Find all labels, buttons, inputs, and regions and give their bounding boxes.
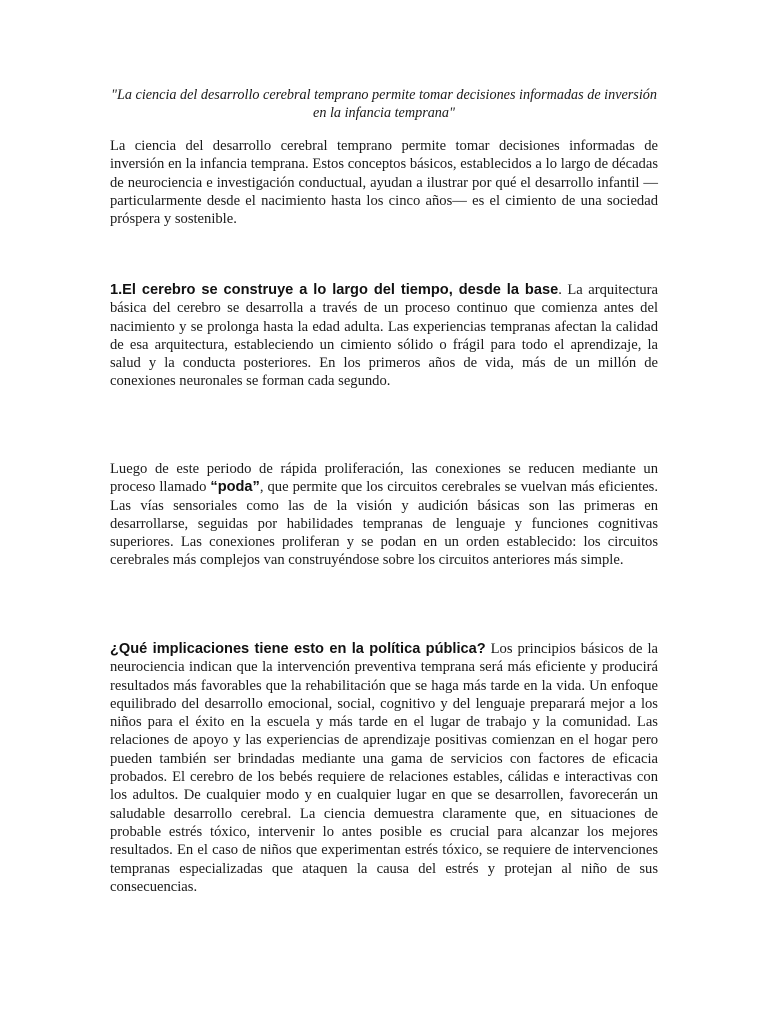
section-1-body: . La arquitectura básica del cerebro se desarrolla a través de un proceso continuo que comienza antes del nacimiento y se prolonga hasta la edad adulta. Las experiencias tempranas afectan la calidad de esa arquitectura, estableciendo un cimiento sólido o frágil para todo el aprendizaje, la salud y la conducta posteriores. En los primeros años de vida, más de un millón de conexiones neuronales se forman cada segundo. <box>110 282 658 390</box>
section-1-heading: 1.El cerebro se construye a lo largo del tiempo, desde la base <box>110 282 559 298</box>
document-title: "La ciencia del desarrollo cerebral temprano permite tomar decisiones informadas de inversión en la infancia temprana" <box>111 87 657 121</box>
section-2-paragraph <box>110 460 658 570</box>
section-1-paragraph <box>110 281 658 391</box>
poda-term: “poda” <box>210 479 260 496</box>
section-3-paragraph <box>110 640 658 896</box>
section-2-text-after: , que permite que los circuitos cerebrales se vuelvan más eficientes. Las vías sensoriales como las de la visión y audición básicas son las primeras en desarrollarse, seguidas por habilidades tempranas de lenguaje y funciones cognitivas superiores. Las conexiones proliferan y se podan en un orden establecido: los circuitos cerebrales más complejos van construyéndose sobre los circuitos anteriores más simple. <box>110 479 658 569</box>
section-3-heading: ¿Qué implicaciones tiene esto en la política pública? <box>110 641 486 657</box>
section-2-text-before: Luego de este periodo de rápida proliferación, las conexiones se reducen mediante un proceso llamado <box>110 461 658 496</box>
intro-paragraph: La ciencia del desarrollo cerebral temprano permite tomar decisiones informadas de inversión en la infancia temprana. Estos conceptos básicos, establecidos a lo largo de décadas de neurociencia e investigación conductual, ayudan a ilustrar por qué el desarrollo infantil —particularmente desde el nacimiento hasta los cinco años— es el cimiento de una sociedad próspera y sostenible. <box>110 138 658 228</box>
section-3-body: Los principios básicos de la neurociencia indican que la intervención preventiva temprana será más eficiente y producirá resultados más favorables que la rehabilitación que se haga más tarde en la vida. Un enfoque equilibrado del desarrollo emocional, social, cognitivo y del lenguaje preparará mejor a los niños para el éxito en la escuela y más tarde en el lugar de trabajo y la comunidad. Las relaciones de apoyo y las experiencias de aprendizaje positivas comienzan en el hogar pero pueden también ser brindadas mediante una gama de servicios con factores de eficacia probados. El cerebro de los bebés requiere de relaciones estables, cálidas e interactivas con los adultos. De cualquier modo y en cualquier lugar en que se desarrollen, favorecerán un saludable desarrollo cerebral. La ciencia demuestra claramente que, en situaciones de probable estrés tóxico, intervenir lo antes posible es crucial para alcanzar los mejores resultados. En el caso de niños que experimentan estrés tóxico, se requiere de intervenciones tempranas especializadas que ataquen la causa del estrés y protejan al niño de sus consecuencias. <box>110 641 658 895</box>
